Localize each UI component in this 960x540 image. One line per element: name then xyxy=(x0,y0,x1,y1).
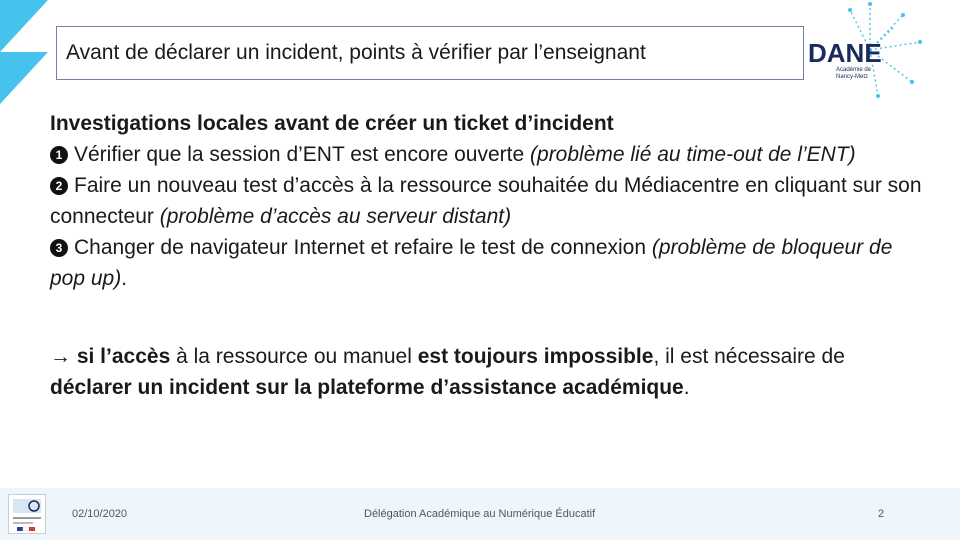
corner-decoration-top xyxy=(0,0,48,52)
corner-decoration-bottom xyxy=(0,52,48,104)
number-1-icon: 1 xyxy=(50,146,68,164)
conclusion-part: est toujours impossible xyxy=(417,345,654,368)
footer-page-number: 2 xyxy=(878,508,885,520)
conclusion-part: , il est nécessaire de xyxy=(653,345,845,368)
number-2-icon: 2 xyxy=(50,177,68,195)
list-item xyxy=(50,232,930,294)
item-text: Faire un nouveau test d’accès à la ressource souhaitée du Médiacentre en cliquant sur son connecteur xyxy=(50,174,922,228)
list-item xyxy=(50,139,930,170)
conclusion-part: . xyxy=(683,376,690,399)
footer-center-text: Délégation Académique au Numérique Éducatif xyxy=(364,508,596,520)
item-note: (problème de bloqueur de pop up) xyxy=(50,236,893,290)
conclusion xyxy=(50,341,930,403)
slide-title-box xyxy=(56,26,804,80)
logo-subtitle-1: Académie de xyxy=(836,67,872,73)
dane-logo xyxy=(800,0,940,100)
slide-content xyxy=(50,108,930,403)
item-text: Vérifier que la session d’ENT est encore ouverte xyxy=(74,143,531,166)
list-item xyxy=(50,170,930,232)
item-note: (problème d’accès au serveur distant) xyxy=(159,205,512,228)
conclusion-part: à la ressource ou manuel xyxy=(170,345,418,368)
slide-title: Avant de déclarer un incident, points à vérifier par l’enseignant xyxy=(66,41,646,64)
logo-text: DANE xyxy=(808,38,882,68)
conclusion-part: → si l’accès xyxy=(50,345,171,368)
item-text: Changer de navigateur Internet et refaire le test de connexion xyxy=(74,236,652,259)
content-heading: Investigations locales avant de créer un ticket d’incident xyxy=(50,112,614,135)
footer-date: 02/10/2020 xyxy=(72,508,128,520)
item-end: . xyxy=(121,267,128,290)
item-note: (problème lié au time-out de l’ENT) xyxy=(530,143,856,166)
number-3-icon: 3 xyxy=(50,239,68,257)
logo-subtitle-2: Nancy-Metz xyxy=(836,74,869,80)
academy-logo-icon xyxy=(8,494,46,534)
conclusion-part: déclarer un incident sur la plateforme d’assistance académique xyxy=(50,376,684,399)
